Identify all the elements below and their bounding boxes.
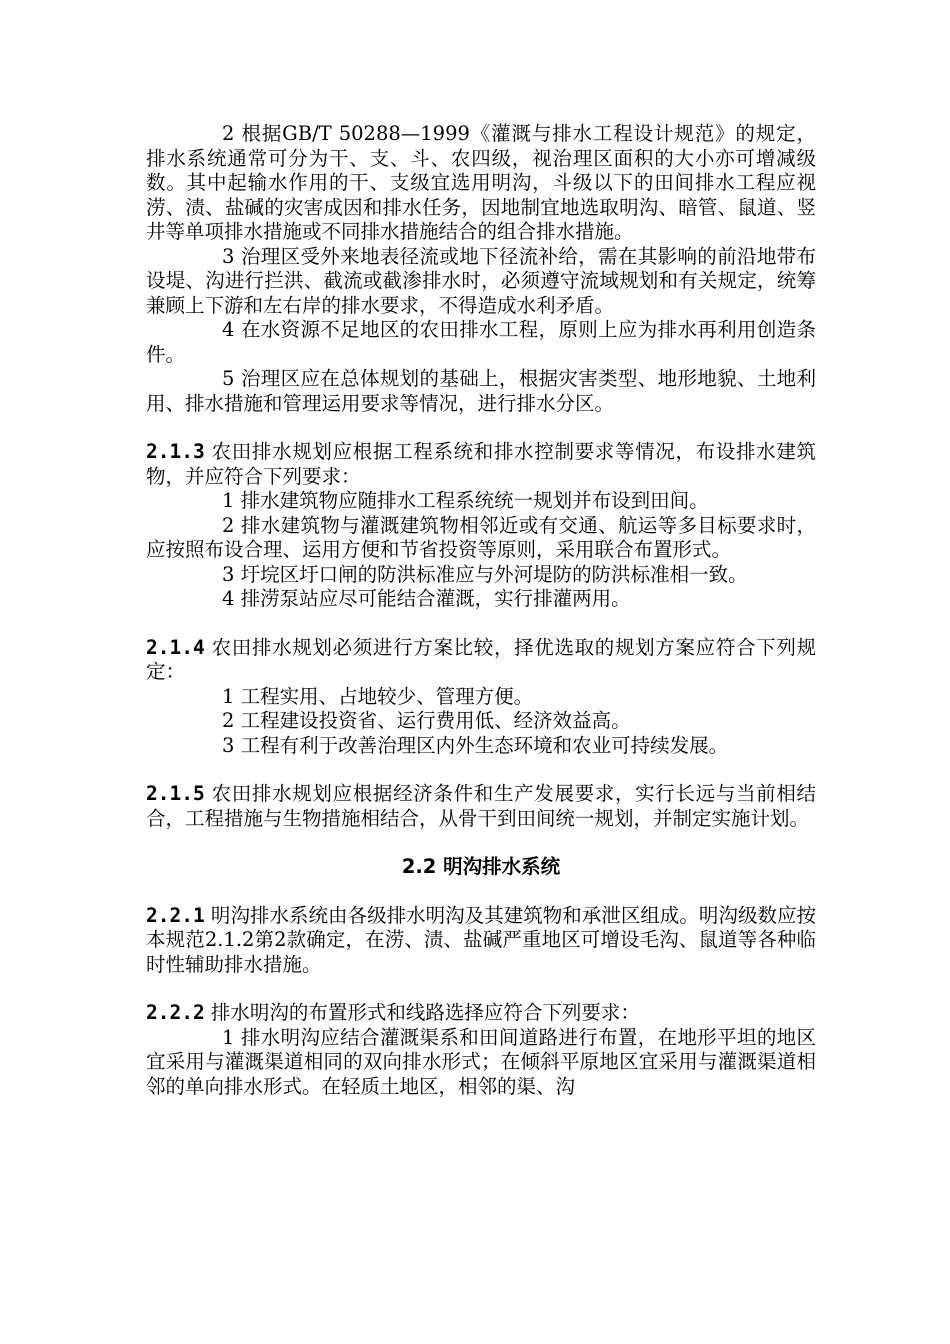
spacer	[146, 880, 816, 904]
clause-number: 2.1.4	[146, 635, 205, 659]
clause-number: 2.1.3	[146, 440, 205, 463]
clause-2-1-2-item-5: 5 治理区应在总体规划的基础上，根据灾害类型、地形地貌、土地利用、排水措施和管理运用要求等情况，进行排水分区。	[146, 367, 816, 415]
clause-2-2-2-item-1: 1 排水明沟应结合灌溉渠系和田间道路进行布置，在地形平坦的地区宜采用与灌溉渠道相同的双向排水形式；在倾斜平原地区宜采用与灌溉渠道相邻的单向排水形式。在轻质土地区，相邻的渠、沟	[146, 1025, 816, 1098]
clause-number: 2.2.1	[146, 903, 205, 927]
clause-text: 排水明沟的布置形式和线路选择应符合下列要求：	[204, 1001, 640, 1024]
spacer	[146, 416, 816, 440]
clause-2-1-3-item-2: 2 排水建筑物与灌溉建筑物相邻近或有交通、航运等多目标要求时，应按照布设合理、运用方便和节省投资等原则，采用联合布置形式。	[146, 513, 816, 561]
clause-2-1-3-item-3: 3 圩垸区圩口闸的防洪标准应与外河堤防的防洪标准相一致。	[222, 562, 748, 586]
spacer	[146, 758, 816, 782]
clause-text: 农田排水规划应根据经济条件和生产发展要求，实行长远与当前相结合，工程措施与生物措施相结合，从骨干到田间统一规划，并制定实施计划。	[146, 782, 816, 830]
clause-2-1-3-item-4: 4 排涝泵站应尽可能结合灌溉，实行排灌两用。	[222, 587, 631, 610]
clause-2-1-4	[146, 636, 816, 685]
clause-text: 农田排水规划应根据工程系统和排水控制要求等情况，布设排水建筑物，并应符合下列要求：	[146, 440, 816, 488]
clause-2-1-2-item-2: 2 根据GB/T 50288—1999《灌溉与排水工程设计规范》的规定，排水系统通常可分为干、支、斗、农四级，视治理区面积的大小亦可增减级数。其中起输水作用的干、支级宜选用明沟，斗级以下的田间排水工程应视涝、渍、盐碱的灾害成因和排水任务，因地制宜地选取明沟、暗管、鼠道、竖井等单项排水措施或不同排水措施结合的组合排水措施。	[146, 122, 816, 243]
clause-2-1-3-item-1: 1 排水建筑物应随排水工程系统统一规划并布设到田间。	[222, 489, 709, 512]
spacer	[146, 612, 816, 636]
clause-number: 2.1.5	[146, 782, 205, 805]
clause-2-1-5	[146, 782, 816, 831]
clause-2-2-1	[146, 904, 816, 978]
section-title: 2.2 明沟排水系统	[401, 855, 561, 878]
clause-2-1-4-item-2: 2 工程建设投资省、运行费用低、经济效益高。	[222, 709, 631, 732]
clause-2-1-2-item-3: 3 治理区受外来地表径流或地下径流补给，需在其影响的前沿地带布设堤、沟进行拦洪、截流或截渗排水时，必须遵守流域规划和有关规定，统筹兼顾上下游和左右岸的排水要求，不得造成水利矛盾。	[146, 244, 816, 317]
document-page	[146, 122, 816, 1099]
clause-number: 2.2.2	[146, 1001, 205, 1024]
clause-2-1-4-item-1: 1 工程实用、占地较少、管理方便。	[222, 684, 534, 708]
clause-2-2-2	[146, 1001, 816, 1026]
clause-2-1-2-item-4: 4 在水资源不足地区的农田排水工程，原则上应为排水再利用创造条件。	[146, 318, 816, 366]
spacer	[146, 977, 816, 1001]
clause-2-1-3	[146, 440, 816, 489]
spacer	[146, 831, 816, 855]
clause-text: 农田排水规划必须进行方案比较，择优选取的规划方案应符合下列规定：	[146, 635, 816, 683]
clause-2-1-4-item-3: 3 工程有利于改善治理区内外生态环境和农业可持续发展。	[222, 733, 729, 757]
clause-text: 明沟排水系统由各级排水明沟及其建筑物和承泄区组成。明沟级数应按本规范2.1.2第2款确定，在涝、渍、盐碱严重地区可增设毛沟、鼠道等各种临时性辅助排水措施。	[146, 903, 816, 976]
